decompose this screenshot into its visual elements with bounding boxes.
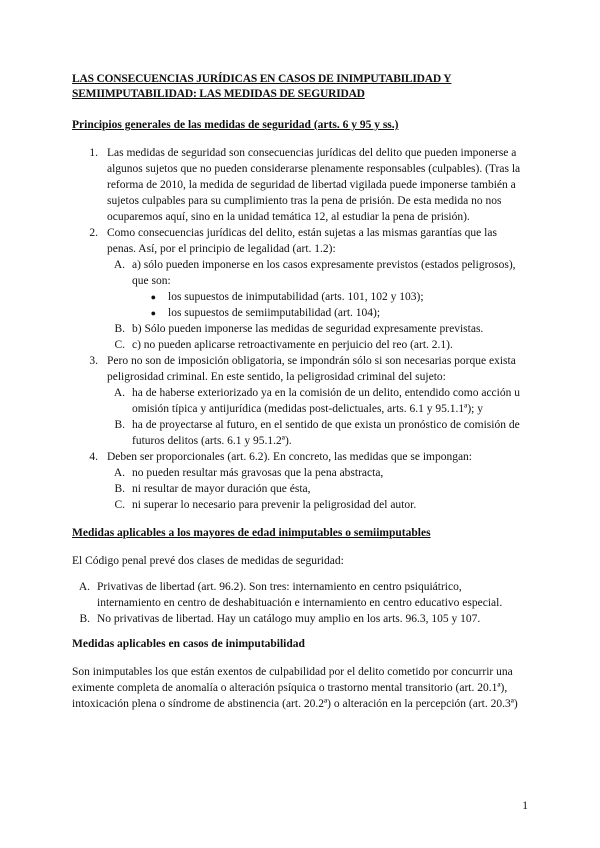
bullet-text: los supuestos de semiimputabilidad (art. 104); [168, 307, 381, 319]
sub-letter: A. [113, 259, 125, 271]
sub-item-body [132, 257, 528, 321]
bullet-list [132, 289, 528, 321]
sub-text: no pueden resultar más gravosas que la pena abstracta, [132, 467, 384, 479]
list-item [72, 579, 528, 611]
document-title: LAS CONSECUENCIAS JURÍDICAS EN CASOS DE INIMPUTABILIDAD Y SEMIIMPUTABILIDAD: LAS MEDIDAS DE SEGURIDAD [72, 73, 452, 100]
bullet-item [140, 289, 528, 305]
sub-letter: C. [114, 499, 125, 511]
list-number: 3. [89, 355, 98, 367]
sub-text: ha de proyectarse al futuro, en el sentido de que exista un pronóstico de comisión de futuros delitos (arts. 6.1 y 95.1.2ª). [132, 419, 520, 447]
sub-letter: A. [113, 467, 125, 479]
sub-letter: B. [114, 483, 125, 495]
sub-list [107, 465, 528, 513]
list-item-body [107, 353, 528, 449]
list-text: Pero no son de imposición obligatoria, se impondrán sólo si son necesarias porque exista peligrosidad criminal. En este sentido, la peligrosidad criminal del sujeto: [107, 355, 516, 383]
list-text: No privativas de libertad. Hay un catálogo muy amplio en los arts. 96.3, 105 y 107. [97, 613, 481, 625]
principles-list [72, 145, 528, 513]
sub-text: ha de haberse exteriorizado ya en la comisión de un delito, entendido como acción u omisión típica y antijurídica (medidas post-delictuales, arts. 6.1 y 95.1.1ª); y [132, 387, 520, 415]
list-text: Las medidas de seguridad son consecuencias jurídicas del delito que pueden imponerse a algunos sujetos que no pueden considerarse plenamente responsables (culpables). (Tras la reforma de 2010, la medida de seguridad de libertad vigilada puede imponerse también a sujetos culpables para su cumplimiento tras la pena de prisión. De esta medida no nos ocuparemos aquí, sino en la unidad temática 12, al estudiar la pena de prisión). [107, 147, 521, 223]
sub-letter: B. [114, 419, 125, 431]
page-content [72, 72, 528, 722]
list-item [80, 353, 528, 449]
sub-item [107, 497, 528, 513]
sub-item [107, 337, 528, 353]
list-item [80, 225, 528, 353]
list-item-body [107, 449, 528, 513]
sub-text: ni superar lo necesario para prevenir la peligrosidad del autor. [132, 499, 417, 511]
sub-letter: C. [114, 339, 125, 351]
sub-list [107, 385, 528, 449]
page-number: 1 [522, 800, 528, 812]
bullet-icon: ● [150, 308, 156, 318]
list-text: Como consecuencias jurídicas del delito, están sujetas a las mismas garantías que las penas. Así, por el principio de legalidad (art. 1.2): [107, 227, 497, 255]
list-text: Privativas de libertad (art. 96.2). Son tres: internamiento en centro psiquiátrico, internamiento en centro de deshabituación e internamiento en centro educativo especial. [97, 581, 503, 609]
sub-item [107, 417, 528, 449]
list-number: 1. [89, 147, 98, 159]
bullet-item [140, 305, 528, 321]
section2-heading: Medidas aplicables a los mayores de edad inimputables o semiimputables [72, 527, 431, 539]
sub-text: c) no pueden aplicarse retroactivamente en perjuicio del reo (art. 2.1). [132, 339, 453, 351]
list-item [80, 145, 528, 225]
list-text: Deben ser proporcionales (art. 6.2). En concreto, las medidas que se impongan: [107, 451, 473, 463]
bullet-text: los supuestos de inimputabilidad (arts. 101, 102 y 103); [168, 291, 424, 303]
list-item [80, 449, 528, 513]
sub-item [107, 321, 528, 337]
sub-list [107, 257, 528, 353]
sub-text: b) Sólo pueden imponerse las medidas de seguridad expresamente previstas. [132, 323, 484, 335]
sub-letter: B. [114, 323, 125, 335]
section3-text: Son inimputables los que están exentos de culpabilidad por el delito cometido por concurrir una eximente completa de anomalía o alteración psíquica o trastorno mental transitorio (art. 20.1ª), intoxicación plena o síndrome de abstinencia (art. 20.2ª) o alteración en la percepción (art. 20.3ª) [72, 666, 518, 710]
sub-letter: A. [113, 387, 125, 399]
sub-text: ni resultar de mayor duración que ésta, [132, 483, 311, 495]
sub-item [107, 481, 528, 497]
list-number: 2. [89, 227, 98, 239]
measures-list [72, 579, 528, 627]
sub-text: a) sólo pueden imponerse en los casos expresamente previstos (estados peligrosos), que son: [132, 259, 516, 287]
section1-heading: Principios generales de las medidas de seguridad (arts. 6 y 95 y ss.) [72, 119, 399, 131]
sub-item [107, 257, 528, 321]
list-letter: A. [78, 581, 90, 593]
bullet-icon: ● [150, 292, 156, 302]
sub-item [107, 465, 528, 481]
list-number: 4. [89, 451, 98, 463]
list-item-body [107, 225, 528, 353]
list-letter: B. [79, 613, 90, 625]
section2-intro: El Código penal prevé dos clases de medidas de seguridad: [72, 555, 344, 567]
sub-item [107, 385, 528, 417]
list-item [72, 611, 528, 627]
section3-heading: Medidas aplicables en casos de inimputabilidad [72, 638, 305, 650]
